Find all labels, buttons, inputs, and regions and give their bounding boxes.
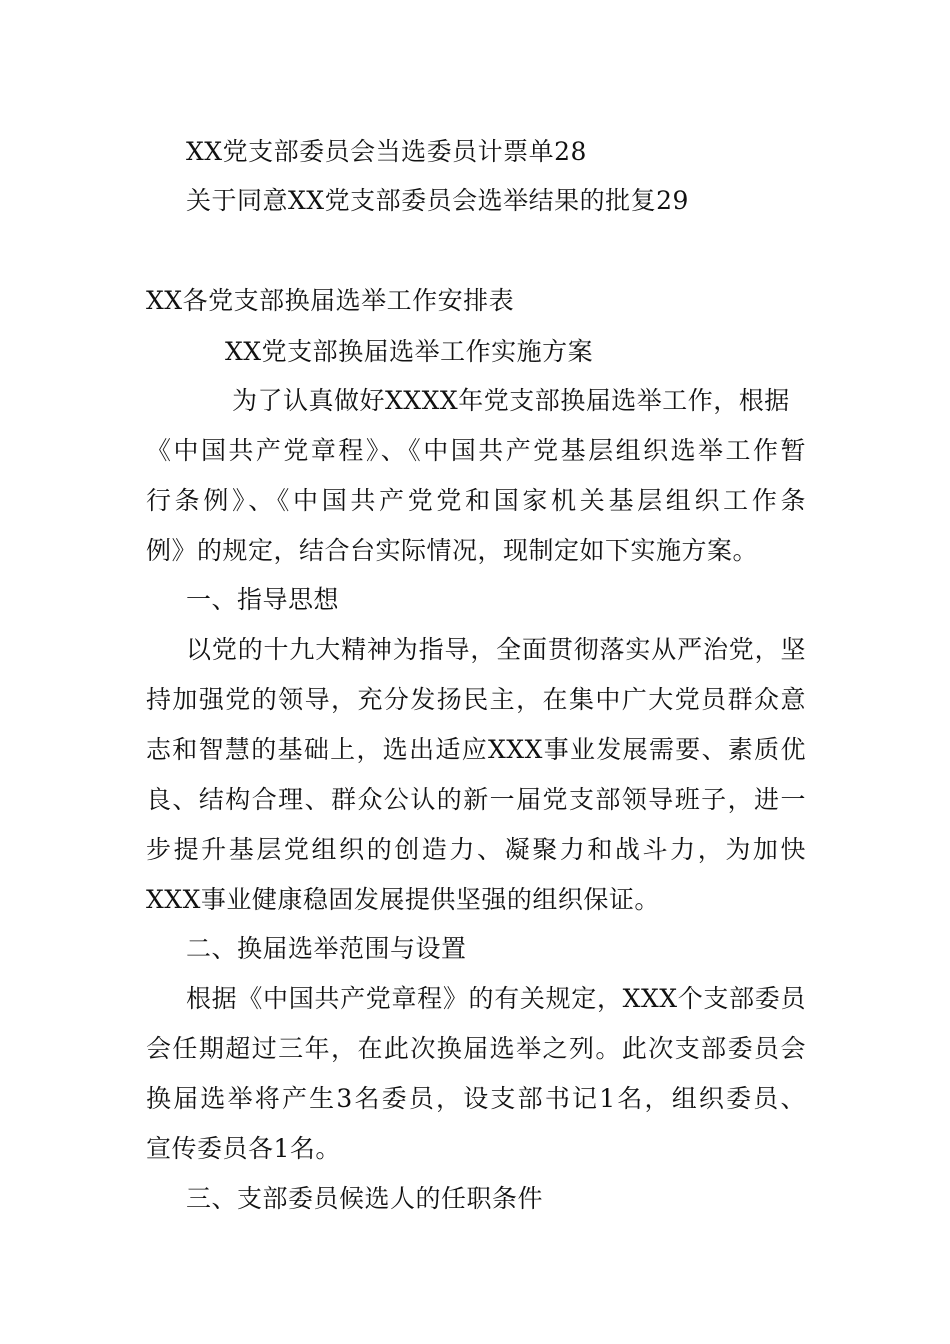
body-line: 会任期超过三年，在此次换届选举之列。此次支部委员会 (146, 1034, 806, 1063)
toc-entry: XX党支部委员会当选委员计票单28 (186, 137, 587, 166)
body-line: 以党的十九大精神为指导，全面贯彻落实从严治党，坚 (186, 635, 806, 664)
body-line: 换届选举将产生3名委员，设支部书记1名，组织委员、 (146, 1084, 806, 1113)
body-line: 志和智慧的基础上，选出适应XXX事业发展需要、素质优 (146, 735, 806, 764)
body-line: 步提升基层党组织的创造力、凝聚力和战斗力，为加快 (146, 835, 806, 864)
section-heading: 二、换届选举范围与设置 (186, 934, 467, 963)
intro-line: 行条例》、《中国共产党党和国家机关基层组织工作条 (146, 486, 806, 515)
section-heading: 三、支部委员候选人的任职条件 (186, 1184, 544, 1213)
body-line: 根据《中国共产党章程》的有关规定，XXX个支部委员 (186, 984, 806, 1013)
body-line: 良、结构合理、群众公认的新一届党支部领导班子，进一 (146, 785, 806, 814)
table-heading: XX各党支部换届选举工作安排表 (146, 286, 515, 315)
body-line: XXX事业健康稳固发展提供坚强的组织保证。 (146, 885, 660, 914)
body-line: 持加强党的领导，充分发扬民主，在集中广大党员群众意 (146, 685, 806, 714)
intro-line: 为了认真做好XXXX年党支部换届选举工作，根据 (232, 386, 790, 415)
section-heading: 一、指导思想 (186, 585, 340, 614)
toc-entry: 关于同意XX党支部委员会选举结果的批复29 (186, 186, 689, 215)
body-line: 宣传委员各1名。 (146, 1134, 341, 1163)
plan-title: XX党支部换届选举工作实施方案 (225, 337, 594, 366)
intro-line: 例》的规定，结合台实际情况，现制定如下实施方案。 (146, 536, 759, 565)
intro-line: 《中国共产党章程》、《中国共产党基层组织选举工作暂 (146, 436, 806, 465)
